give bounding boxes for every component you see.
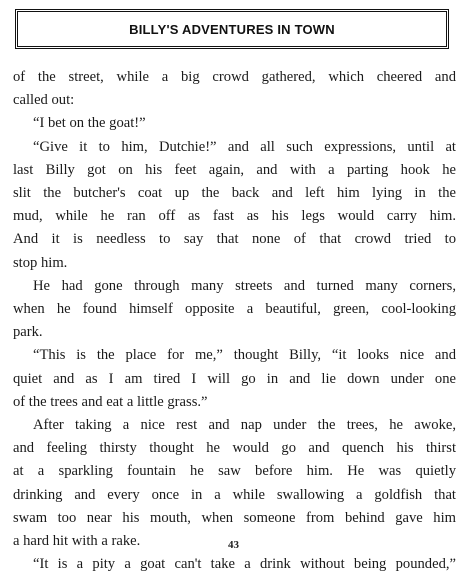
running-header — [15, 9, 449, 49]
text-line: mud, while he ran off as fast as his legs would carry him. — [13, 208, 456, 225]
text-line: of the trees and eat a little grass.” — [13, 393, 208, 410]
running-header-title: BILLY'S ADVENTURES IN TOWN — [129, 21, 335, 37]
text-line: swam too near his mouth, when someone from behind gave him — [13, 509, 456, 526]
text-line: of the street, while a big crowd gathered, which cheered and — [13, 69, 456, 85]
text-line: park. — [13, 324, 43, 341]
page-number: 43 — [228, 539, 239, 551]
text-line: “Give it to him, Dutchie!” and all such expressions, until at — [33, 138, 456, 155]
text-line: “This is the place for me,” thought Billy, “it looks nice and — [33, 347, 456, 364]
body-text — [13, 66, 456, 576]
text-line: And it is needless to say that none of that crowd tried to — [13, 231, 456, 248]
text-line: last Billy got on his feet again, and with a parting hook he — [13, 161, 456, 178]
text-line: After taking a nice rest and nap under the trees, he awoke, — [33, 417, 456, 434]
text-line: drinking and every once in a while swallowing a goldfish that — [13, 486, 456, 503]
text-line: “It is a pity a goat can't take a drink without being pounded,” — [33, 556, 456, 573]
text-line: quiet and as I am tired I will go in and lie down under one — [13, 370, 456, 387]
text-line: stop him. — [13, 254, 68, 271]
text-line: called out: — [13, 92, 75, 109]
text-line: at a sparkling fountain he saw before him. He was quietly — [13, 463, 456, 480]
text-line: a hard hit with a rake. — [13, 533, 141, 550]
text-line: when he found himself opposite a beautiful, green, cool-looking — [13, 301, 456, 318]
text-line: and feeling thirsty thought he would go and quench his thirst — [13, 440, 456, 457]
text-line: “I bet on the goat!” — [33, 115, 146, 132]
text-line: slit the butcher's coat up the back and left him lying in the — [13, 185, 456, 202]
text-line: He had gone through many streets and turned many corners, — [33, 277, 456, 294]
